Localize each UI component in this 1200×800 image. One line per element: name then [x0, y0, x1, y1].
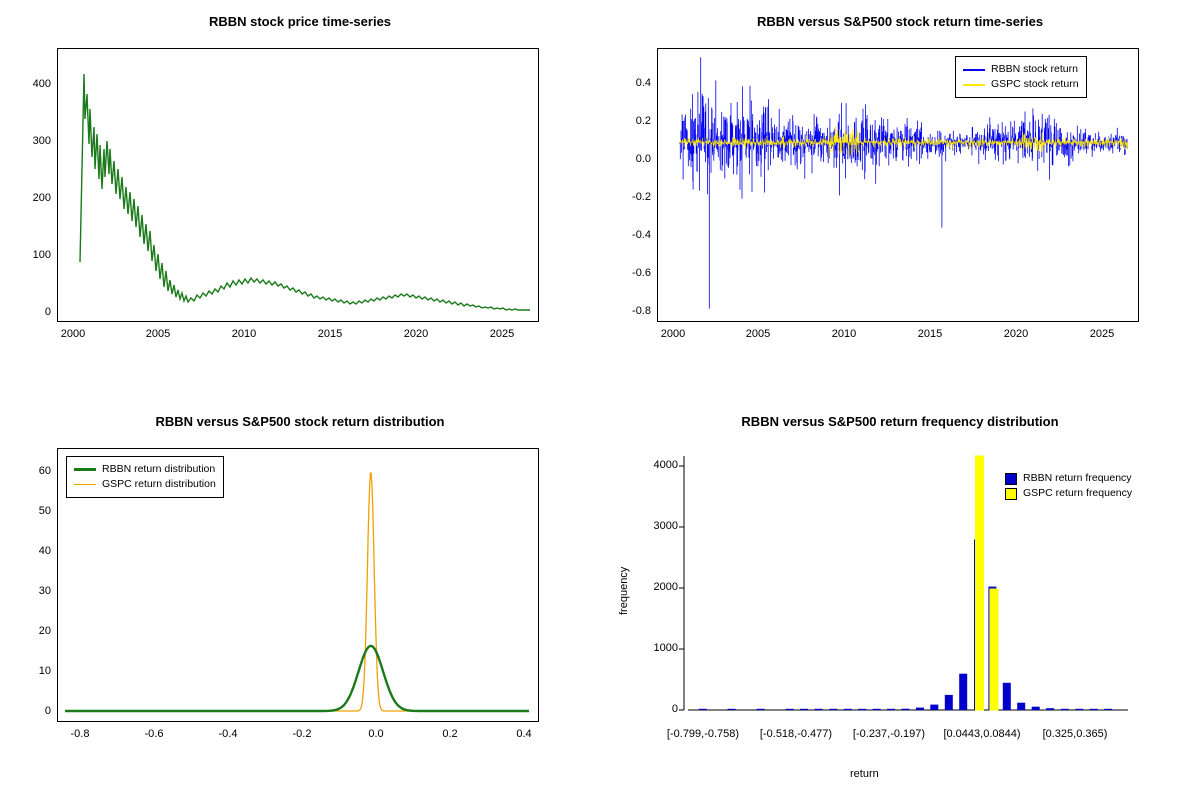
x-axis-title: return: [850, 768, 879, 780]
x-tick-label: 0.0: [368, 728, 384, 740]
y-tick-label: 300: [32, 135, 51, 147]
y-tick-label: 0: [671, 703, 678, 715]
y-tick-label: -0.6: [632, 267, 651, 279]
x-tick-label: 2025: [1089, 328, 1115, 340]
x-tick-label: -0.2: [292, 728, 312, 740]
y-tick-label: 4000: [653, 459, 678, 471]
legend-item: [1005, 471, 1132, 486]
legend-item: [74, 477, 216, 492]
legend-label: RBBN stock return: [991, 63, 1078, 75]
legend-distribution: [66, 456, 224, 498]
panel-rbbn-price-timeseries: [0, 0, 600, 400]
x-tick-label: [-0.237,-0.197): [852, 728, 926, 740]
legend-item: [963, 62, 1079, 77]
x-tick-label: [-0.518,-0.477): [759, 728, 833, 740]
plot-area-price: [57, 48, 539, 322]
legend-item: [74, 462, 216, 477]
x-tick-label: 2010: [831, 328, 857, 340]
legend-swatch-gspc: [1005, 488, 1017, 500]
y-tick-label: -0.2: [632, 191, 651, 203]
legend-swatch-gspc: [74, 484, 96, 485]
legend-label: GSPC return distribution: [102, 478, 216, 490]
x-tick-label: 2025: [489, 328, 515, 340]
y-tick-label: 30: [38, 585, 51, 597]
x-tick-label: 0.2: [442, 728, 458, 740]
x-tick-label: 2000: [60, 328, 86, 340]
x-tick-label: [0.0443,0.0844): [943, 728, 1021, 740]
legend-label: RBBN return distribution: [102, 463, 216, 475]
legend-swatch-gspc: [963, 84, 985, 86]
panel-title: RBBN versus S&P500 stock return distribution: [155, 414, 445, 429]
legend-item: [1005, 486, 1132, 501]
price-line-svg: [58, 49, 536, 319]
x-tick-label: 0.4: [516, 728, 532, 740]
legend-frequency: [998, 466, 1139, 506]
y-tick-label: 3000: [653, 520, 678, 532]
x-tick-label: 2020: [403, 328, 429, 340]
y-tick-label: -0.8: [632, 305, 651, 317]
panel-return-timeseries: [600, 0, 1200, 400]
y-axis-title: frequency: [618, 566, 630, 615]
legend-returns: [955, 56, 1087, 98]
x-tick-label: -0.6: [144, 728, 164, 740]
x-tick-label: -0.8: [70, 728, 90, 740]
y-tick-label: 0.0: [635, 153, 651, 165]
x-tick-label: 2005: [745, 328, 771, 340]
y-tick-label: 10: [38, 665, 51, 677]
panel-title: RBBN versus S&P500 return frequency distribution: [741, 414, 1059, 429]
legend-swatch-rbbn: [963, 69, 985, 71]
y-tick-label: 50: [38, 505, 51, 517]
legend-swatch-rbbn: [1005, 473, 1017, 485]
x-tick-label: -0.4: [218, 728, 238, 740]
x-tick-label: 2010: [231, 328, 257, 340]
y-tick-label: 60: [38, 465, 51, 477]
y-tick-label: 200: [32, 192, 51, 204]
panel-return-frequency: [600, 400, 1200, 800]
y-tick-label: 400: [32, 78, 51, 90]
legend-label: GSPC stock return: [991, 78, 1079, 90]
y-tick-label: -0.4: [632, 229, 651, 241]
y-tick-label: 1000: [653, 642, 678, 654]
panel-title: RBBN stock price time-series: [208, 14, 392, 29]
y-tick-label: 0.2: [635, 115, 651, 127]
legend-item: [963, 77, 1079, 92]
legend-label: RBBN return frequency: [1023, 472, 1132, 484]
y-tick-label: 0: [44, 306, 51, 318]
panel-return-distribution: [0, 400, 600, 800]
y-tick-label: 40: [38, 545, 51, 557]
x-tick-label: 2000: [660, 328, 686, 340]
panel-title: RBBN versus S&P500 stock return time-series: [756, 14, 1044, 29]
x-tick-label: 2015: [917, 328, 943, 340]
x-tick-label: 2015: [317, 328, 343, 340]
x-tick-label: 2005: [145, 328, 171, 340]
x-tick-label: [0.325,0.365): [1042, 728, 1108, 740]
x-tick-label: 2020: [1003, 328, 1029, 340]
y-tick-label: 0.4: [635, 77, 651, 89]
legend-label: GSPC return frequency: [1023, 487, 1133, 499]
y-tick-label: 2000: [653, 581, 678, 593]
y-tick-label: 100: [32, 249, 51, 261]
y-tick-label: 20: [38, 625, 51, 637]
y-tick-label: 0: [44, 705, 51, 717]
x-tick-label: [-0.799,-0.758): [666, 728, 740, 740]
legend-swatch-rbbn: [74, 468, 96, 471]
